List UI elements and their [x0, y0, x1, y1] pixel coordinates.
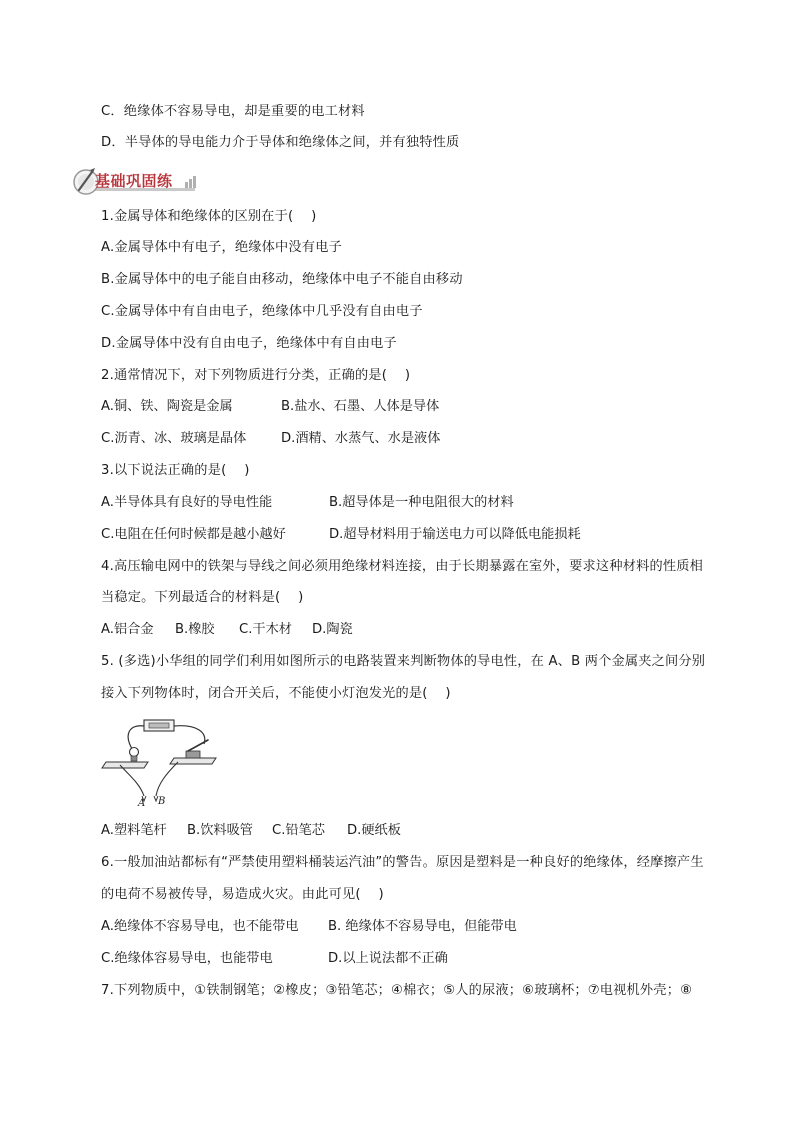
- q3-option-c: C.电阻在任何时候都是越小越好: [101, 527, 286, 542]
- q4-stem-line1: 4.高压输电网中的铁架与导线之间必须用绝缘材料连接，由于长期暴露在室外，要求这种材料的性质相: [101, 559, 704, 574]
- q5-stem-line1: 5. (多选)小华组的同学们利用如图所示的电路装置来判断物体的导电性，在 A、B 两个金属夹之间分别: [101, 654, 706, 669]
- q1-option-d: D.金属导体中没有自由电子，绝缘体中有自由电子: [101, 336, 397, 351]
- prior-option-c: C．绝缘体不容易导电，却是重要的电工材料: [101, 104, 365, 119]
- q6-option-d: D.以上说法都不正确: [328, 951, 448, 966]
- circuit-figure: [100, 714, 222, 810]
- q2-option-d: D.酒精、水蒸气、水是液体: [281, 431, 441, 446]
- q1-option-c: C.金属导体中有自由电子，绝缘体中几乎没有自由电子: [101, 304, 423, 319]
- q1-option-a: A.金属导体中有电子，绝缘体中没有电子: [101, 240, 342, 255]
- q5-stem-line2: 接入下列物体时，闭合开关后，不能使小灯泡发光的是( ): [101, 686, 451, 701]
- q5-option-d: D.硬纸板: [347, 823, 401, 838]
- q6-option-b: B. 绝缘体不容易导电，但能带电: [328, 919, 517, 934]
- q4-option-c: C.干木材: [239, 622, 292, 637]
- q5-option-a: A.塑料笔杆: [101, 823, 167, 838]
- q4-option-a: A.铝合金: [101, 622, 154, 637]
- section-title: 基础巩固练: [95, 172, 173, 190]
- q3-stem: 3.以下说法正确的是( ): [101, 463, 250, 478]
- q6-option-c: C.绝缘体容易导电，也能带电: [101, 951, 273, 966]
- q4-option-b: B.橡胶: [175, 622, 215, 637]
- q1-stem: 1.金属导体和绝缘体的区别在于( ): [101, 209, 317, 224]
- q4-option-d: D.陶瓷: [312, 622, 353, 637]
- q4-stem-line2: 当稳定。下列最适合的材料是( ): [101, 590, 304, 605]
- circuit-diagram: [100, 714, 222, 810]
- q5-option-c: C.铅笔芯: [272, 823, 325, 838]
- clip-a-label: A: [138, 798, 146, 809]
- q2-option-c: C.沥青、冰、玻璃是晶体: [101, 431, 247, 446]
- clip-b-label: B: [158, 796, 166, 807]
- prior-option-d: D．半导体的导电能力介于导体和绝缘体之间，并有独特性质: [101, 135, 460, 150]
- q3-option-d: D.超导材料用于输送电力可以降低电能损耗: [329, 527, 581, 542]
- q2-option-b: B.盐水、石墨、人体是导体: [281, 399, 440, 414]
- q6-stem-line2: 的电荷不易被传导，易造成火灾。由此可见( ): [101, 887, 384, 902]
- q6-option-a: A.绝缘体不容易导电，也不能带电: [101, 919, 299, 934]
- q1-option-b: B.金属导体中的电子能自由移动，绝缘体中电子不能自由移动: [101, 272, 463, 287]
- q6-stem-line1: 6.一般加油站都标有“严禁使用塑料桶装运汽油”的警告。原因是塑料是一种良好的绝缘体，经摩擦产生: [101, 855, 704, 870]
- q2-stem: 2.通常情况下，对下列物质进行分类，正确的是( ): [101, 368, 411, 383]
- section-banner: [73, 166, 198, 196]
- q3-option-a: A.半导体具有良好的导电性能: [101, 495, 273, 510]
- q2-option-a: A.铜、铁、陶瓷是金属: [101, 399, 233, 414]
- q3-option-b: B.超导体是一种电阻很大的材料: [329, 495, 514, 510]
- q5-option-b: B.饮料吸管: [187, 823, 253, 838]
- q7-stem: 7.下列物质中，①铁制钢笔；②橡皮；③铅笔芯；④棉衣；⑤人的尿液；⑥玻璃杯；⑦电视机外壳；⑧: [101, 983, 693, 998]
